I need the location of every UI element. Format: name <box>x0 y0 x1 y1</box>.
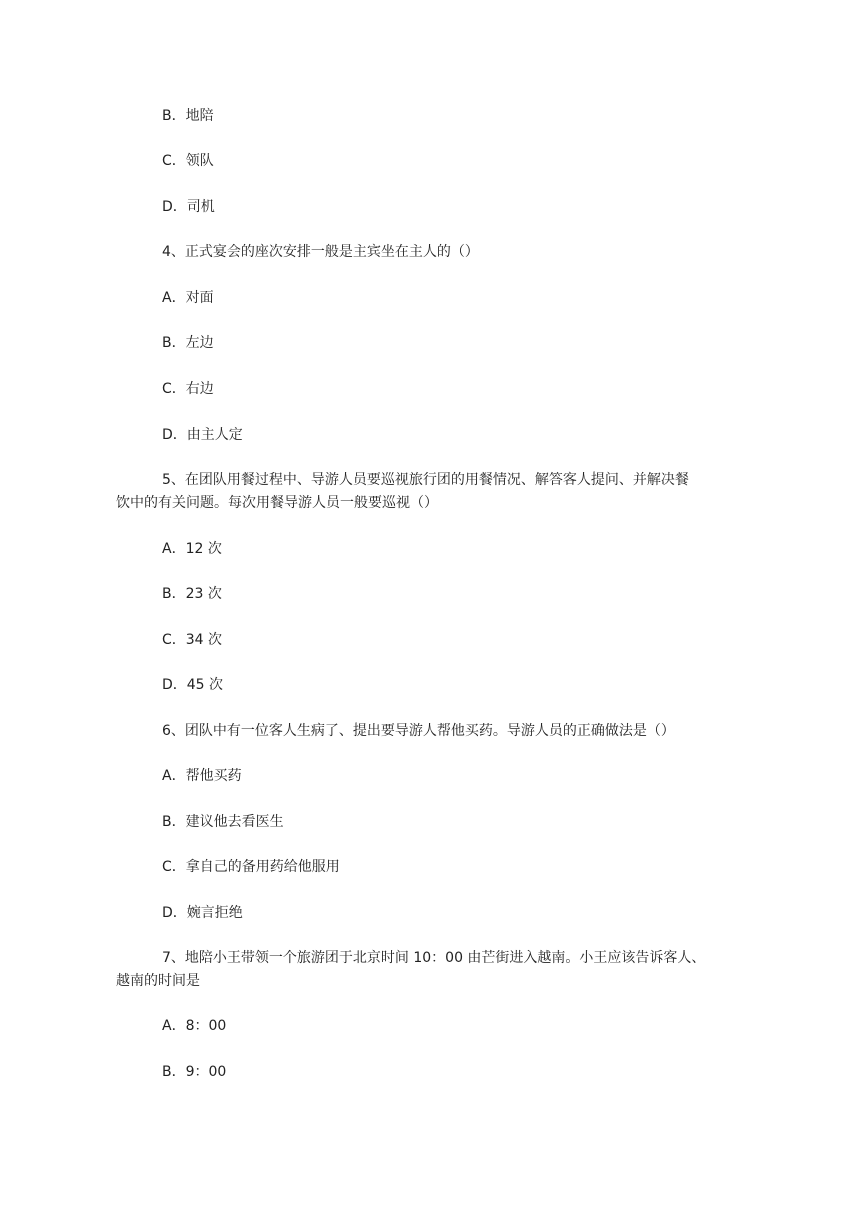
question-7-continued: 越南的时间是 <box>116 973 200 989</box>
option-3c: C．领队 <box>162 153 214 169</box>
option-6c: C．拿自己的备用药给他服用 <box>162 859 340 875</box>
option-6d: D．婉言拒绝 <box>162 905 243 921</box>
option-5a: A．12 次 <box>162 541 222 557</box>
option-6b: B．建议他去看医生 <box>162 814 284 830</box>
option-7b: B．9：00 <box>162 1064 227 1080</box>
option-4c: C．右边 <box>162 381 214 397</box>
option-3b: B．地陪 <box>162 108 214 124</box>
question-7: 7、地陪小王带领一个旅游团于北京时间 10：00 由芒街进入越南。小王应该告诉客人、 <box>162 950 706 966</box>
option-6a: A．帮他买药 <box>162 768 242 784</box>
option-7a: A．8：00 <box>162 1018 227 1034</box>
question-4: 4、正式宴会的座次安排一般是主宾坐在主人的（） <box>162 244 479 260</box>
question-6: 6、团队中有一位客人生病了、提出要导游人帮他买药。导游人员的正确做法是（） <box>162 723 675 739</box>
option-4b: B．左边 <box>162 335 214 351</box>
question-5-continued: 饮中的有关问题。每次用餐导游人员一般要巡视（） <box>116 495 438 511</box>
option-5d: D．45 次 <box>162 677 224 693</box>
option-3d: D．司机 <box>162 199 215 215</box>
option-5b: B．23 次 <box>162 586 222 602</box>
option-5c: C．34 次 <box>162 632 223 648</box>
question-5: 5、在团队用餐过程中、导游人员要巡视旅行团的用餐情况、解答客人提问、并解决餐 <box>162 472 689 488</box>
option-4a: A．对面 <box>162 290 214 306</box>
option-4d: D．由主人定 <box>162 427 243 443</box>
